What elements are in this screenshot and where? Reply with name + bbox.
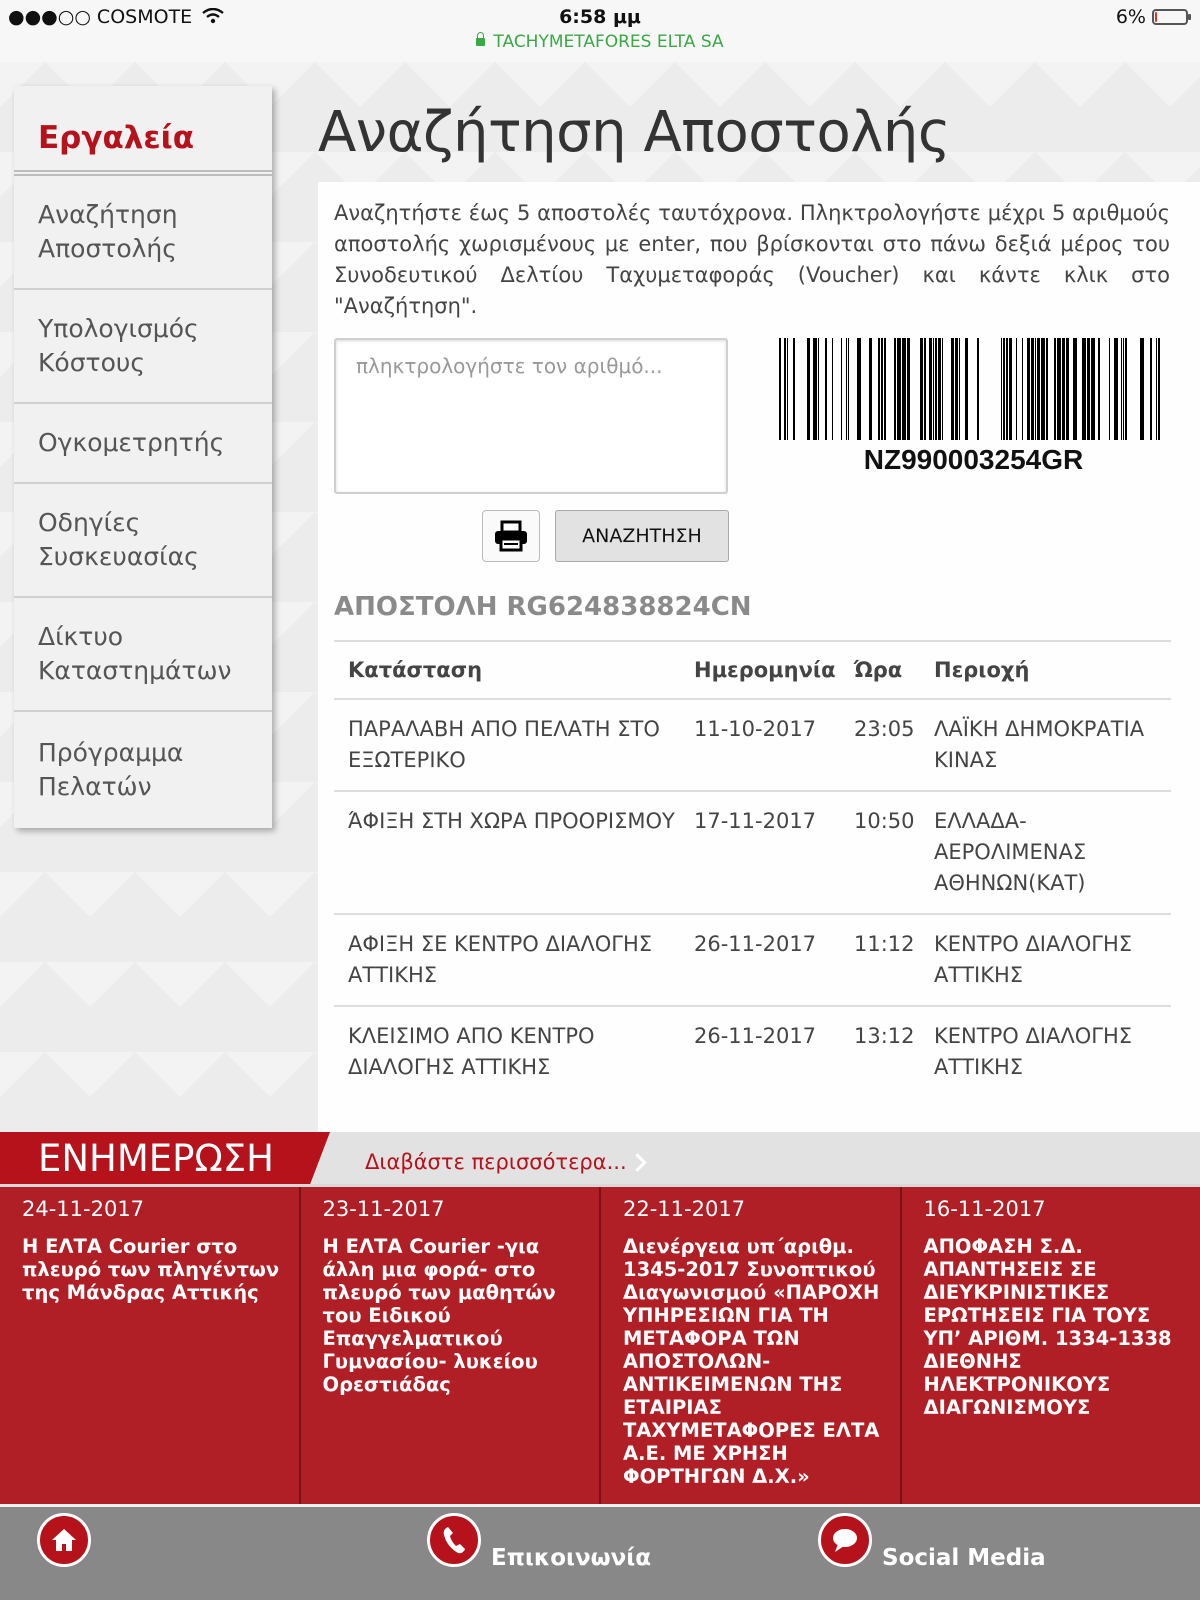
news-headline: ΑΠΟΦΑΣΗ Σ.Δ. ΑΠΑΝΤΗΣΕΙΣ ΣΕ ΔΙΕΥΚΡΙΝΙΣΤΙΚΕΣ ΕΡΩΤΗΣΕΙΣ ΓΙΑ ΤΟΥΣ ΥΠ’ ΑΡΙΘΜ. 1334-1338 ΔΙΕΘΝΗΣ ΗΛΕΚΤΡΟΝΙΚΟΥΣ ΔΙΑΓΩΝΙΣΜΟΥΣ (923, 1235, 1172, 1419)
area-cell: ΚΕΝΤΡΟ ΔΙΑΛΟΓΗΣ ΑΤΤΙΚΗΣ (920, 914, 1171, 1006)
barcode-bar (881, 338, 883, 440)
barcode-bar (1027, 338, 1030, 440)
news-item[interactable] (301, 1187, 602, 1504)
barcode-bar (935, 338, 937, 440)
sidebar-item-label: Δίκτυο Καταστημάτων (38, 622, 232, 685)
barcode-bar (1114, 338, 1118, 440)
news-date: 23-11-2017 (322, 1197, 445, 1221)
barcode-bar (1123, 338, 1124, 440)
intro-text: Αναζητήστε έως 5 αποστολές ταυτόχρονα. Πληκτρολογήστε μέχρι 5 αριθμούς αποστολής χωρισμένους με enter, που βρίσκονται στο πάνω δεξιά μέρος του Συνοδευτικού Δελτίου Ταχυμεταφοράς (Voucher) και κάντε κλικ στο "Αναζήτηση". (334, 201, 1170, 318)
home-icon (49, 1526, 79, 1554)
barcode-bar (1140, 338, 1144, 440)
barcode-bar (1121, 338, 1122, 440)
home-button[interactable] (37, 1513, 91, 1567)
barcode-bar (1082, 338, 1086, 440)
column-header-area: Περιοχή (920, 641, 1171, 699)
sidebar-item-label: Ογκομετρητής (38, 428, 225, 457)
news-date: 16-11-2017 (923, 1197, 1046, 1221)
barcode-bar (894, 338, 896, 440)
barcode-bar (841, 338, 842, 440)
sidebar-item-cost-calculation[interactable] (14, 290, 272, 404)
barcode-bar (1091, 338, 1095, 440)
time-cell: 11:12 (840, 914, 920, 1006)
barcode-bar (1156, 338, 1157, 440)
barcode-bar (959, 338, 960, 440)
barcode-bar (1035, 338, 1036, 440)
barcode-bar (1046, 338, 1048, 440)
news-headline: Η ΕΛΤΑ Courier στο πλευρό των πληγέντων της Μάνδρας Αττικής (22, 1235, 280, 1304)
barcode-number: NZ990003254GR (863, 444, 1084, 475)
printer-icon (493, 520, 529, 552)
barcode-bar (1125, 338, 1127, 440)
barcode-bar (929, 338, 932, 440)
battery-percent: 6% (1115, 6, 1146, 28)
site-name: TACHYMETAFORES ELTA SA (493, 32, 724, 52)
news-date: 22-11-2017 (623, 1197, 746, 1221)
sidebar-item-label: Αναζήτηση Αποστολής (38, 200, 178, 263)
chevron-right-icon (628, 1153, 646, 1171)
clock: 6:58 μμ (559, 6, 641, 28)
barcode-bar (1041, 338, 1045, 440)
barcode-example (777, 338, 1170, 476)
news-date: 24-11-2017 (22, 1197, 145, 1221)
news-item[interactable] (902, 1187, 1200, 1504)
barcode-bar (869, 338, 872, 440)
barcode-bar (884, 338, 886, 440)
status-cell: ΚΛΕΙΣΙΜΟ ΑΠΟ ΚΕΝΤΡΟ ΔΙΑΛΟΓΗΣ ΑΤΤΙΚΗΣ (348, 1024, 595, 1079)
barcode-bar (1098, 338, 1100, 440)
sidebar-item-customer-program[interactable] (14, 712, 272, 828)
barcode-bar (1150, 338, 1152, 440)
barcode-bar (955, 338, 958, 440)
barcode-bar (818, 338, 819, 440)
tracking-history-table (334, 640, 1171, 1097)
footer-bar (0, 1504, 1200, 1600)
barcode-bar (938, 338, 941, 440)
news-headline: Διενέργεια υπ΄αριθμ. 1345-2017 Συνοπτικού Διαγωνισμού «ΠΑΡΟΧΗ ΥΠΗΡΕΣΙΩΝ ΓΙΑ ΤΗ ΜΕΤΑΦΟΡΑ ΤΩΝ ΑΠΟΣΤΟΛΩΝ-ΑΝΤΙΚΕΙΜΕΝΩΝ ΤΗΣ ΕΤΑΙΡΙΑΣ ΤΑΧΥΜΕΤΑΦΟΡΕΣ ΕΛΤΑ Α.Ε. ΜΕ ΧΡΗΣΗ ΦΟΡΤΗΓΩΝ Δ.Χ.» (623, 1235, 880, 1488)
barcode-bar (1016, 338, 1017, 440)
table-row (334, 699, 1171, 791)
social-media-label[interactable]: Social Media (882, 1545, 1046, 1571)
battery-level (1155, 12, 1157, 22)
barcode-bar (846, 338, 847, 440)
sidebar-item-store-network[interactable] (14, 598, 272, 712)
barcode-bar (807, 338, 810, 440)
barcode-bar (1062, 338, 1065, 440)
area-cell: ΕΛΛΑΔΑ-ΑΕΡΟΛΙΜΕΝΑΣ ΑΘΗΝΩΝ(ΚΑΤ) (920, 791, 1171, 914)
phone-icon (440, 1525, 468, 1555)
barcode-bar (902, 338, 906, 440)
column-header-date: Ημερομηνία (680, 641, 840, 699)
barcode-bar (1066, 338, 1069, 440)
barcode-bar (832, 338, 833, 440)
read-more-link[interactable] (365, 1150, 644, 1174)
barcode-bar (965, 338, 968, 440)
news-list (0, 1184, 1200, 1504)
search-button[interactable]: ΑΝΑΖΗΤΗΣΗ (555, 510, 729, 562)
tracking-number-input[interactable] (334, 338, 728, 494)
barcode-bar (1009, 338, 1012, 440)
news-title: ΕΝΗΜΕΡΩΣΗ (38, 1137, 274, 1180)
sidebar-title: Εργαλεία (14, 86, 272, 176)
status-cell: ΆΦΙΞΗ ΣΤΗ ΧΩΡΑ ΠΡΟΟΡΙΣΜΟΥ (334, 791, 680, 914)
table-header-row (334, 641, 1171, 699)
column-header-status: Κατάσταση (334, 641, 680, 699)
battery-indicator (1116, 6, 1188, 28)
barcode-bar (933, 338, 934, 440)
sidebar-item-shipment-search[interactable] (14, 176, 272, 290)
date-cell: 26-11-2017 (694, 1024, 817, 1048)
carrier-label: ●●●○○ COSMOTE (8, 6, 193, 28)
barcode-bar (878, 338, 880, 440)
barcode-bar (942, 338, 943, 440)
sidebar-item-label: Οδηγίες Συσκευασίας (38, 508, 199, 571)
barcode-bar (920, 338, 923, 440)
column-header-time: Ώρα (840, 641, 920, 699)
table-row (334, 791, 1171, 914)
date-cell: 11-10-2017 (680, 699, 840, 791)
time-cell: 23:05 (840, 699, 920, 791)
barcode-bar (1031, 338, 1034, 440)
barcode-bar (1158, 338, 1160, 440)
sidebar-item-label: Υπολογισμός Κόστους (38, 314, 199, 377)
barcode-bar (1006, 338, 1008, 440)
news-item[interactable] (601, 1187, 902, 1504)
social-media-button[interactable] (818, 1513, 872, 1567)
barcode-bar (897, 338, 901, 440)
barcode-bar (1003, 338, 1005, 440)
barcode-bar (857, 338, 861, 440)
print-button[interactable] (482, 510, 540, 562)
barcode-bar (977, 338, 979, 440)
contact-label[interactable]: Επικοινωνία (491, 1545, 652, 1571)
tools-sidebar (14, 86, 272, 828)
barcode-bar (793, 338, 795, 440)
address-bar[interactable] (0, 32, 1200, 52)
barcode-bar (784, 338, 786, 440)
status-cell: ΑΦΙΞΗ ΣΕ ΚΕΝΤΡΟ ΔΙΑΛΟΓΗΣ ΑΤΤΙΚΗΣ (334, 914, 680, 1006)
chat-bubble-icon (830, 1526, 860, 1554)
sidebar-item-label: Πρόγραμμα Πελατών (38, 738, 184, 801)
status-bar (0, 0, 1200, 63)
time-cell: 13:12 (854, 1024, 915, 1048)
area-cell: ΛΑΪΚΗ ΔΗΜΟΚΡΑΤΙΑ ΚΙΝΑΣ (920, 699, 1171, 791)
barcode-bar (907, 338, 910, 440)
barcode-bar (848, 338, 849, 440)
read-more-label: Διαβάστε περισσότερα... (365, 1150, 627, 1174)
barcode-bar (779, 338, 781, 440)
table-row (334, 914, 1171, 1006)
lock-icon (476, 38, 485, 46)
barcode-bar (1054, 338, 1056, 440)
sidebar-item-packaging-guide[interactable] (14, 484, 272, 598)
barcode-bar (1022, 338, 1023, 440)
barcode-bar (924, 338, 926, 440)
status-cell: ΠΑΡΑΛΑΒΗ ΑΠΟ ΠΕΛΑΤΗ ΣΤΟ ΕΞΩΤΕΡΙΚΟ (334, 699, 680, 791)
area-cell: ΚΕΝΤΡΟ ΔΙΑΛΟΓΗΣ ΑΤΤΙΚΗΣ (934, 1024, 1133, 1079)
contact-button[interactable] (427, 1513, 481, 1567)
date-cell: 26-11-2017 (680, 914, 840, 1006)
barcode-bar (1109, 338, 1110, 440)
barcode-bar (1073, 338, 1077, 440)
news-header (0, 1132, 1200, 1184)
barcode-bar (1001, 338, 1002, 440)
sidebar-item-volume-meter[interactable] (14, 404, 272, 484)
barcode-bar (951, 338, 954, 440)
barcode-bar (825, 338, 827, 440)
barcode-bar (1057, 338, 1061, 440)
barcode-bar (787, 338, 788, 440)
news-headline: Η ΕΛΤΑ Courier -για άλλη μια φορά- στο πλευρό των μαθητών του Ειδικού Επαγγελματικού Γυμνασίου- λυκείου Ορεστιάδας (322, 1235, 556, 1396)
table-row (334, 1006, 1171, 1097)
barcode-bar (1037, 338, 1040, 440)
news-item[interactable] (0, 1187, 301, 1504)
barcode-bar (1087, 338, 1090, 440)
battery-icon (1152, 9, 1188, 25)
time-cell: 10:50 (840, 791, 920, 914)
barcode-image (777, 338, 1170, 440)
shipment-title: ΑΠΟΣΤΟΛΗ RG624838824CN (334, 592, 752, 622)
barcode-bar (813, 338, 817, 440)
date-cell: 17-11-2017 (680, 791, 840, 914)
page-title: Αναζήτηση Αποστολής (318, 100, 951, 165)
